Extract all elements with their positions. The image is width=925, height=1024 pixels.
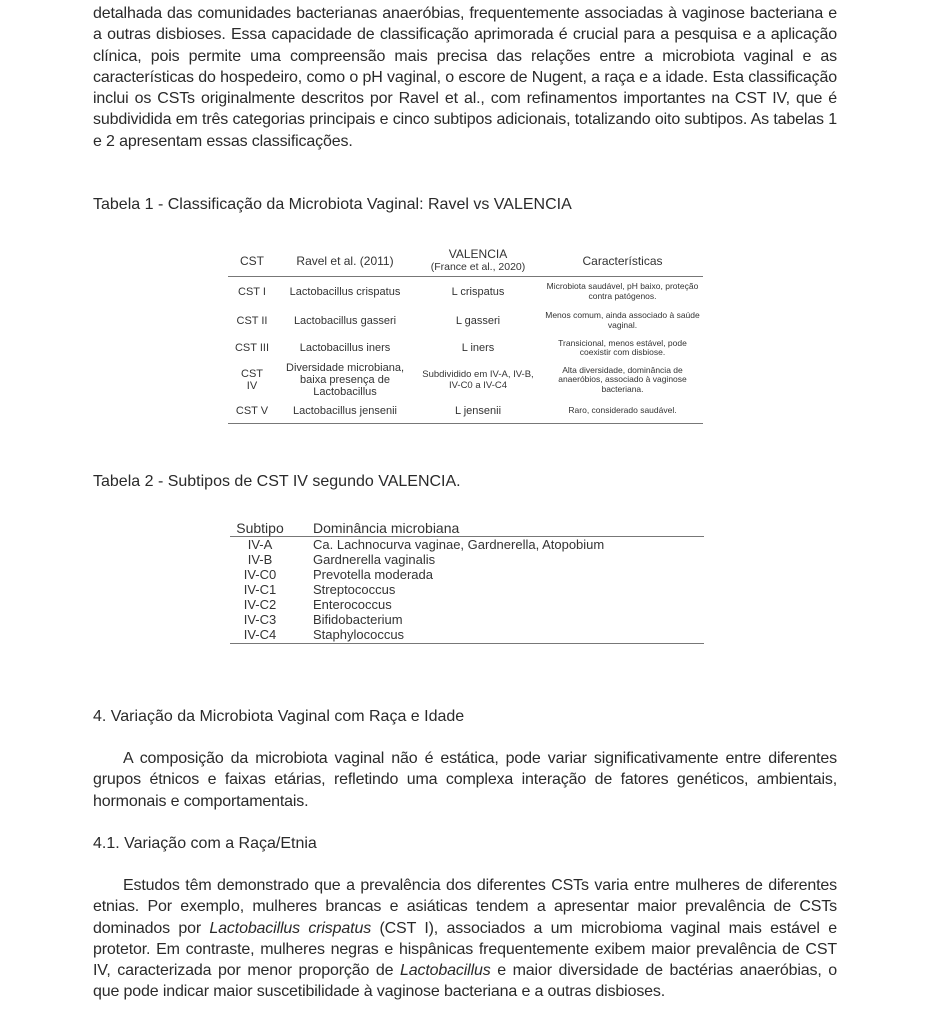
cell-caracteristicas: Menos comum, ainda associado à saúde vaginal. [545, 310, 700, 330]
table1-header-row [228, 246, 703, 277]
table-row [230, 567, 704, 582]
table-row [230, 582, 704, 597]
cell-dominancia: Streptococcus [313, 582, 396, 597]
text-run: e maior diversidade de bactérias anaeróbias, o que pode indicar maior suscetibilidade à vaginose bacteriana e a outras disbioses. [93, 962, 838, 1001]
cell-caracteristicas: Raro, considerado saudável. [542, 399, 703, 424]
cell-caracteristicas: Transicional, menos estável, pode coexistir com disbiose. [558, 337, 687, 357]
table2-cst-iv-subtypes [230, 520, 704, 644]
cell-cst: CST II [236, 314, 268, 327]
cell-subtipo: IV-C4 [230, 627, 290, 644]
cell-cst: CST I [238, 285, 266, 298]
cell-subtipo: IV-A [247, 537, 273, 552]
section4-heading: 4. Variação da Microbiota Vaginal com Raça e Idade [93, 708, 465, 725]
section4-1-paragraph [93, 875, 837, 1003]
table-row [230, 612, 704, 627]
cell-cst: CST III [234, 342, 270, 354]
cell-dominancia: Prevotella moderada [313, 567, 433, 582]
cell-subtipo: IV-C1 [243, 582, 277, 597]
cell-valencia: L jensenii [414, 399, 542, 424]
header-valencia [414, 246, 542, 277]
cell-subtipo: IV-C3 [243, 612, 277, 627]
italic-species-name: Lactobacillus crispatus [209, 919, 372, 937]
table1-classification [228, 246, 703, 424]
cell-ravel: Lactobacillus iners [299, 342, 391, 354]
cell-cst: CST V [228, 399, 276, 424]
cell-dominancia: Bifidobacterium [313, 612, 403, 627]
header-ravel: Ravel et al. (2011) [276, 246, 414, 277]
cell-valencia: L crispatus [451, 285, 505, 298]
cell-valencia: L gasseri [455, 314, 501, 327]
table-row [230, 537, 704, 553]
table-row [228, 335, 703, 361]
cell-dominancia: Staphylococcus [290, 627, 704, 644]
table2-caption: Tabela 2 - Subtipos de CST IV segundo VALENCIA. [93, 473, 461, 490]
cell-cst: CST IV [241, 368, 263, 392]
table-row [230, 627, 704, 644]
table-row [228, 306, 703, 335]
table-row [230, 597, 704, 612]
cell-dominancia: Ca. Lachnocurva vaginae, Gardnerella, Atopobium [313, 537, 605, 552]
table-row [228, 361, 703, 399]
table-row [230, 552, 704, 567]
cell-caracteristicas: Microbiota saudável, pH baixo, proteção contra patógenos. [546, 281, 699, 301]
section4-paragraph: A composição da microbiota vaginal não é estática, pode variar significativamente entre diferentes grupos étnicos e faixas etárias, refletindo uma complexa interação de fatores genéticos, ambientais, hormonais e comportamentais. [93, 750, 837, 810]
cell-dominancia: Enterococcus [313, 597, 392, 612]
cell-dominancia: Gardnerella vaginalis [313, 552, 436, 567]
table-row [228, 277, 703, 307]
header-caracteristicas: Características [542, 246, 703, 277]
header-valencia-source: (France et al., 2020) [430, 261, 526, 273]
table2-header-row [230, 520, 704, 537]
cell-valencia: L iners [461, 342, 495, 354]
text-run: Estudos têm demonstrado que a prevalência dos diferentes CSTs varia entre mulheres de diferentes etnias. Por exemplo, mulheres brancas e asiáticas tendem a apresentar maior prevalência de CSTs dominados por [93, 877, 837, 937]
cell-ravel: Lactobacillus crispatus [289, 285, 401, 298]
section4-1-heading: 4.1. Variação com a Raça/Etnia [93, 835, 317, 852]
header-dominancia: Dominância microbiana [290, 520, 704, 537]
cell-valencia: Subdividido em IV-A, IV-B, IV-C0 a IV-C4 [422, 369, 534, 391]
cell-ravel: Diversidade microbiana, baixa presença de Lactobacillus [286, 362, 404, 398]
italic-genus-name: Lactobacillus [400, 962, 491, 980]
cell-ravel: Lactobacillus jensenii [276, 399, 414, 424]
intro-paragraph: detalhada das comunidades bacterianas anaeróbias, frequentemente associadas à vaginose bacteriana e a outras disbioses. Essa capacidade de classificação aprimorada é crucial para a pesquisa e a aplicação clínica, pois permite uma compreensão mais precisa das relações entre a microbiota vaginal e as características do hospedeiro, como o pH vaginal, o escore de Nugent, a raça e a idade. Esta classificação inclui os CSTs originalmente descritos por Ravel et al., com refinamentos importantes na CST IV, que é subdividida em três categorias principais e cinco subtipos adicionais, totalizando oito subtipos. As tabelas 1 e 2 apresentam essas classificações. [93, 5, 837, 150]
table1-caption: Tabela 1 - Classificação da Microbiota Vaginal: Ravel vs VALENCIA [93, 196, 572, 213]
cell-subtipo: IV-B [247, 552, 273, 567]
header-cst: CST [228, 246, 276, 277]
header-subtipo: Subtipo [230, 520, 290, 537]
cell-ravel: Lactobacillus gasseri [293, 314, 397, 327]
text-run: (CST I), associados a um microbioma vaginal mais estável e protetor. Em contraste, mulheres negras e hispânicas frequentemente exibem maior prevalência de CST IV, caracterizada por menor proporção de [93, 919, 837, 980]
cell-subtipo: IV-C0 [243, 567, 277, 582]
cell-caracteristicas: Alta diversidade, dominância de anaeróbios, associado à vaginose bacteriana. [558, 364, 687, 394]
table-row [228, 399, 703, 424]
cell-subtipo: IV-C2 [243, 597, 277, 612]
header-valencia-title: VALENCIA [448, 247, 508, 261]
